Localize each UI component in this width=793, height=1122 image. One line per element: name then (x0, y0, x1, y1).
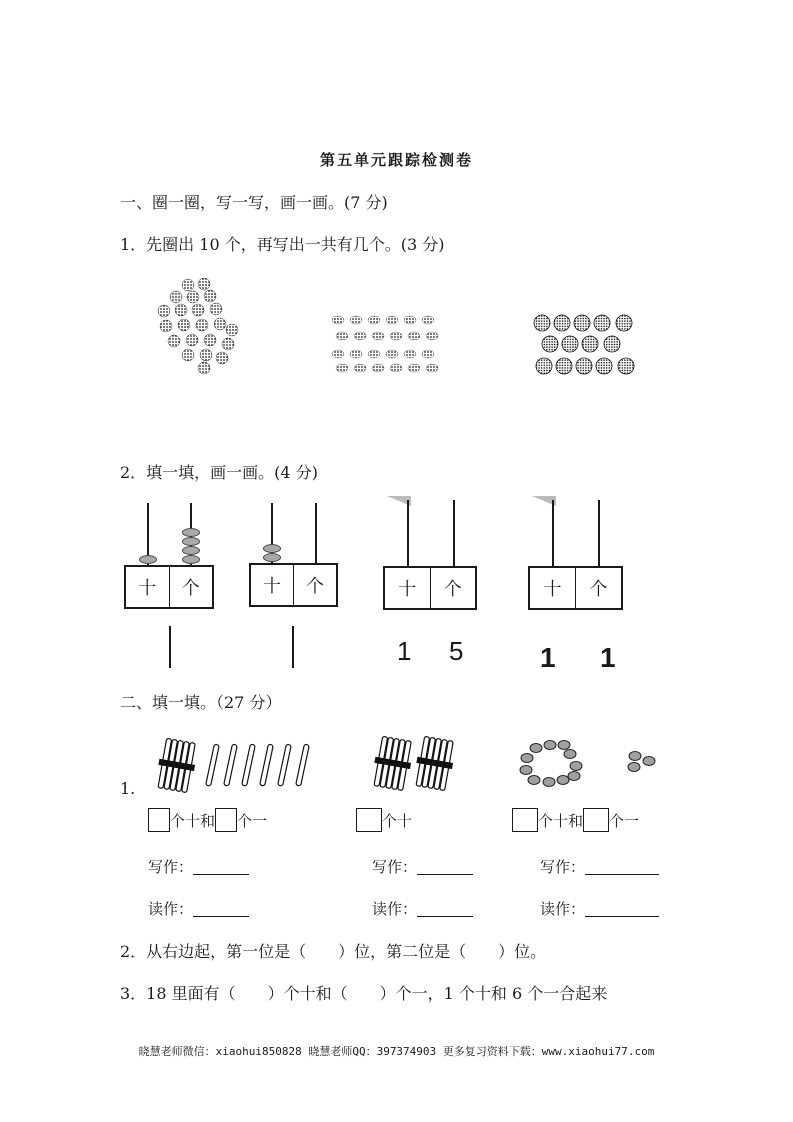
ones-label: 个 (293, 565, 336, 605)
abacus-bead (139, 555, 157, 564)
read-blank-1[interactable] (193, 900, 249, 917)
answer-blank-1[interactable] (169, 626, 171, 668)
write-label: 写作： (148, 858, 194, 876)
read-row-2 (372, 898, 473, 919)
section1-heading: 一、圈一圈，写一写，画一画。(7 分) (120, 193, 388, 212)
abacus-bead (182, 546, 200, 555)
question-1-1: 1．先圈出 10 个，再写出一共有几个。(3 分) (120, 235, 445, 254)
page-footer: 晓慧老师微信：xiaohui850828 晓慧老师QQ：397374903 更多复习资料下载：www.xiaohui77.com (138, 1045, 655, 1058)
abacus-2 (249, 503, 338, 607)
abacus-bead (263, 544, 281, 553)
tens-label: 十 (543, 579, 562, 600)
fill-row-group-2 (356, 808, 412, 832)
fill-row-group-3 (512, 808, 639, 832)
write-row-2 (372, 856, 473, 877)
read-row-3 (540, 898, 659, 919)
tens-rod (407, 500, 409, 566)
read-row-1 (148, 898, 249, 919)
abacus-bead (182, 528, 200, 537)
tens-label: 十 (138, 578, 157, 599)
ones-rod (453, 500, 455, 566)
number-4-ones: 1 (600, 642, 616, 673)
abacus-3 (383, 496, 477, 610)
dot-cluster-2 (328, 312, 448, 376)
write-row-1 (148, 856, 249, 877)
group-2-text-1: 个十 (382, 811, 413, 830)
tens-rod (552, 500, 554, 566)
abacus-frame (249, 563, 338, 607)
stick-bundle-image-2 (372, 736, 462, 794)
write-blank-1[interactable] (193, 858, 249, 875)
abacus-4 (528, 496, 623, 610)
group-3-text-1: 个十和 (538, 811, 584, 830)
question-2-3: 3．18 里面有（ ）个十和（ ）个一，1 个十和 6 个一合起来 (120, 984, 608, 1003)
abacus-frame (528, 566, 623, 610)
abacus-bead (182, 555, 200, 564)
write-label: 写作： (372, 858, 418, 876)
tens-answer-box-2[interactable] (356, 808, 382, 832)
question-1-2: 2．填一填，画一画。(4 分) (120, 463, 318, 482)
group-3-text-2: 个一 (609, 811, 640, 830)
abacus-bead (182, 537, 200, 546)
stick-bundle-image-1 (152, 738, 318, 794)
ones-rod (598, 500, 600, 566)
question-2-2: 2．从右边起，第一位是（ ）位，第二位是（ ）位。 (120, 942, 547, 961)
read-label: 读作： (148, 900, 194, 918)
ones-answer-box-3[interactable] (583, 808, 609, 832)
write-label: 写作： (540, 858, 586, 876)
read-blank-2[interactable] (417, 900, 473, 917)
number-4-tens: 1 (540, 642, 556, 673)
ones-rod (315, 503, 317, 563)
read-label: 读作： (372, 900, 418, 918)
ones-label: 个 (430, 568, 476, 608)
write-blank-3[interactable] (585, 858, 659, 875)
section2-heading: 二、填一填。（27 分） (120, 693, 282, 712)
ones-label: 个 (575, 568, 621, 608)
tens-label: 十 (398, 579, 417, 600)
ones-answer-box-1[interactable] (215, 808, 237, 832)
dot-cluster-1 (148, 275, 248, 375)
abacus-bead (263, 553, 281, 562)
write-blank-2[interactable] (417, 858, 473, 875)
tens-answer-box-1[interactable] (148, 808, 170, 832)
bead-ring-image (518, 740, 658, 788)
number-3-ones: 5 (449, 636, 464, 666)
number-3-tens: 1 (397, 636, 412, 666)
question-2-1-number: 1. (120, 779, 136, 798)
page-title: 第五单元跟踪检测卷 (319, 151, 473, 169)
dot-cluster-3 (530, 312, 640, 378)
read-blank-3[interactable] (585, 900, 659, 917)
tens-label: 十 (263, 576, 281, 597)
abacus-frame (124, 565, 214, 609)
ones-label: 个 (169, 567, 213, 607)
abacus-frame (383, 566, 477, 610)
abacus-1 (124, 503, 214, 609)
tens-answer-box-3[interactable] (512, 808, 538, 832)
group-1-text-1: 个十和 (170, 811, 216, 830)
answer-blank-2[interactable] (292, 626, 294, 668)
fill-row-group-1 (148, 808, 267, 832)
group-1-text-2: 个一 (237, 811, 268, 830)
write-row-3 (540, 856, 659, 877)
read-label: 读作： (540, 900, 586, 918)
